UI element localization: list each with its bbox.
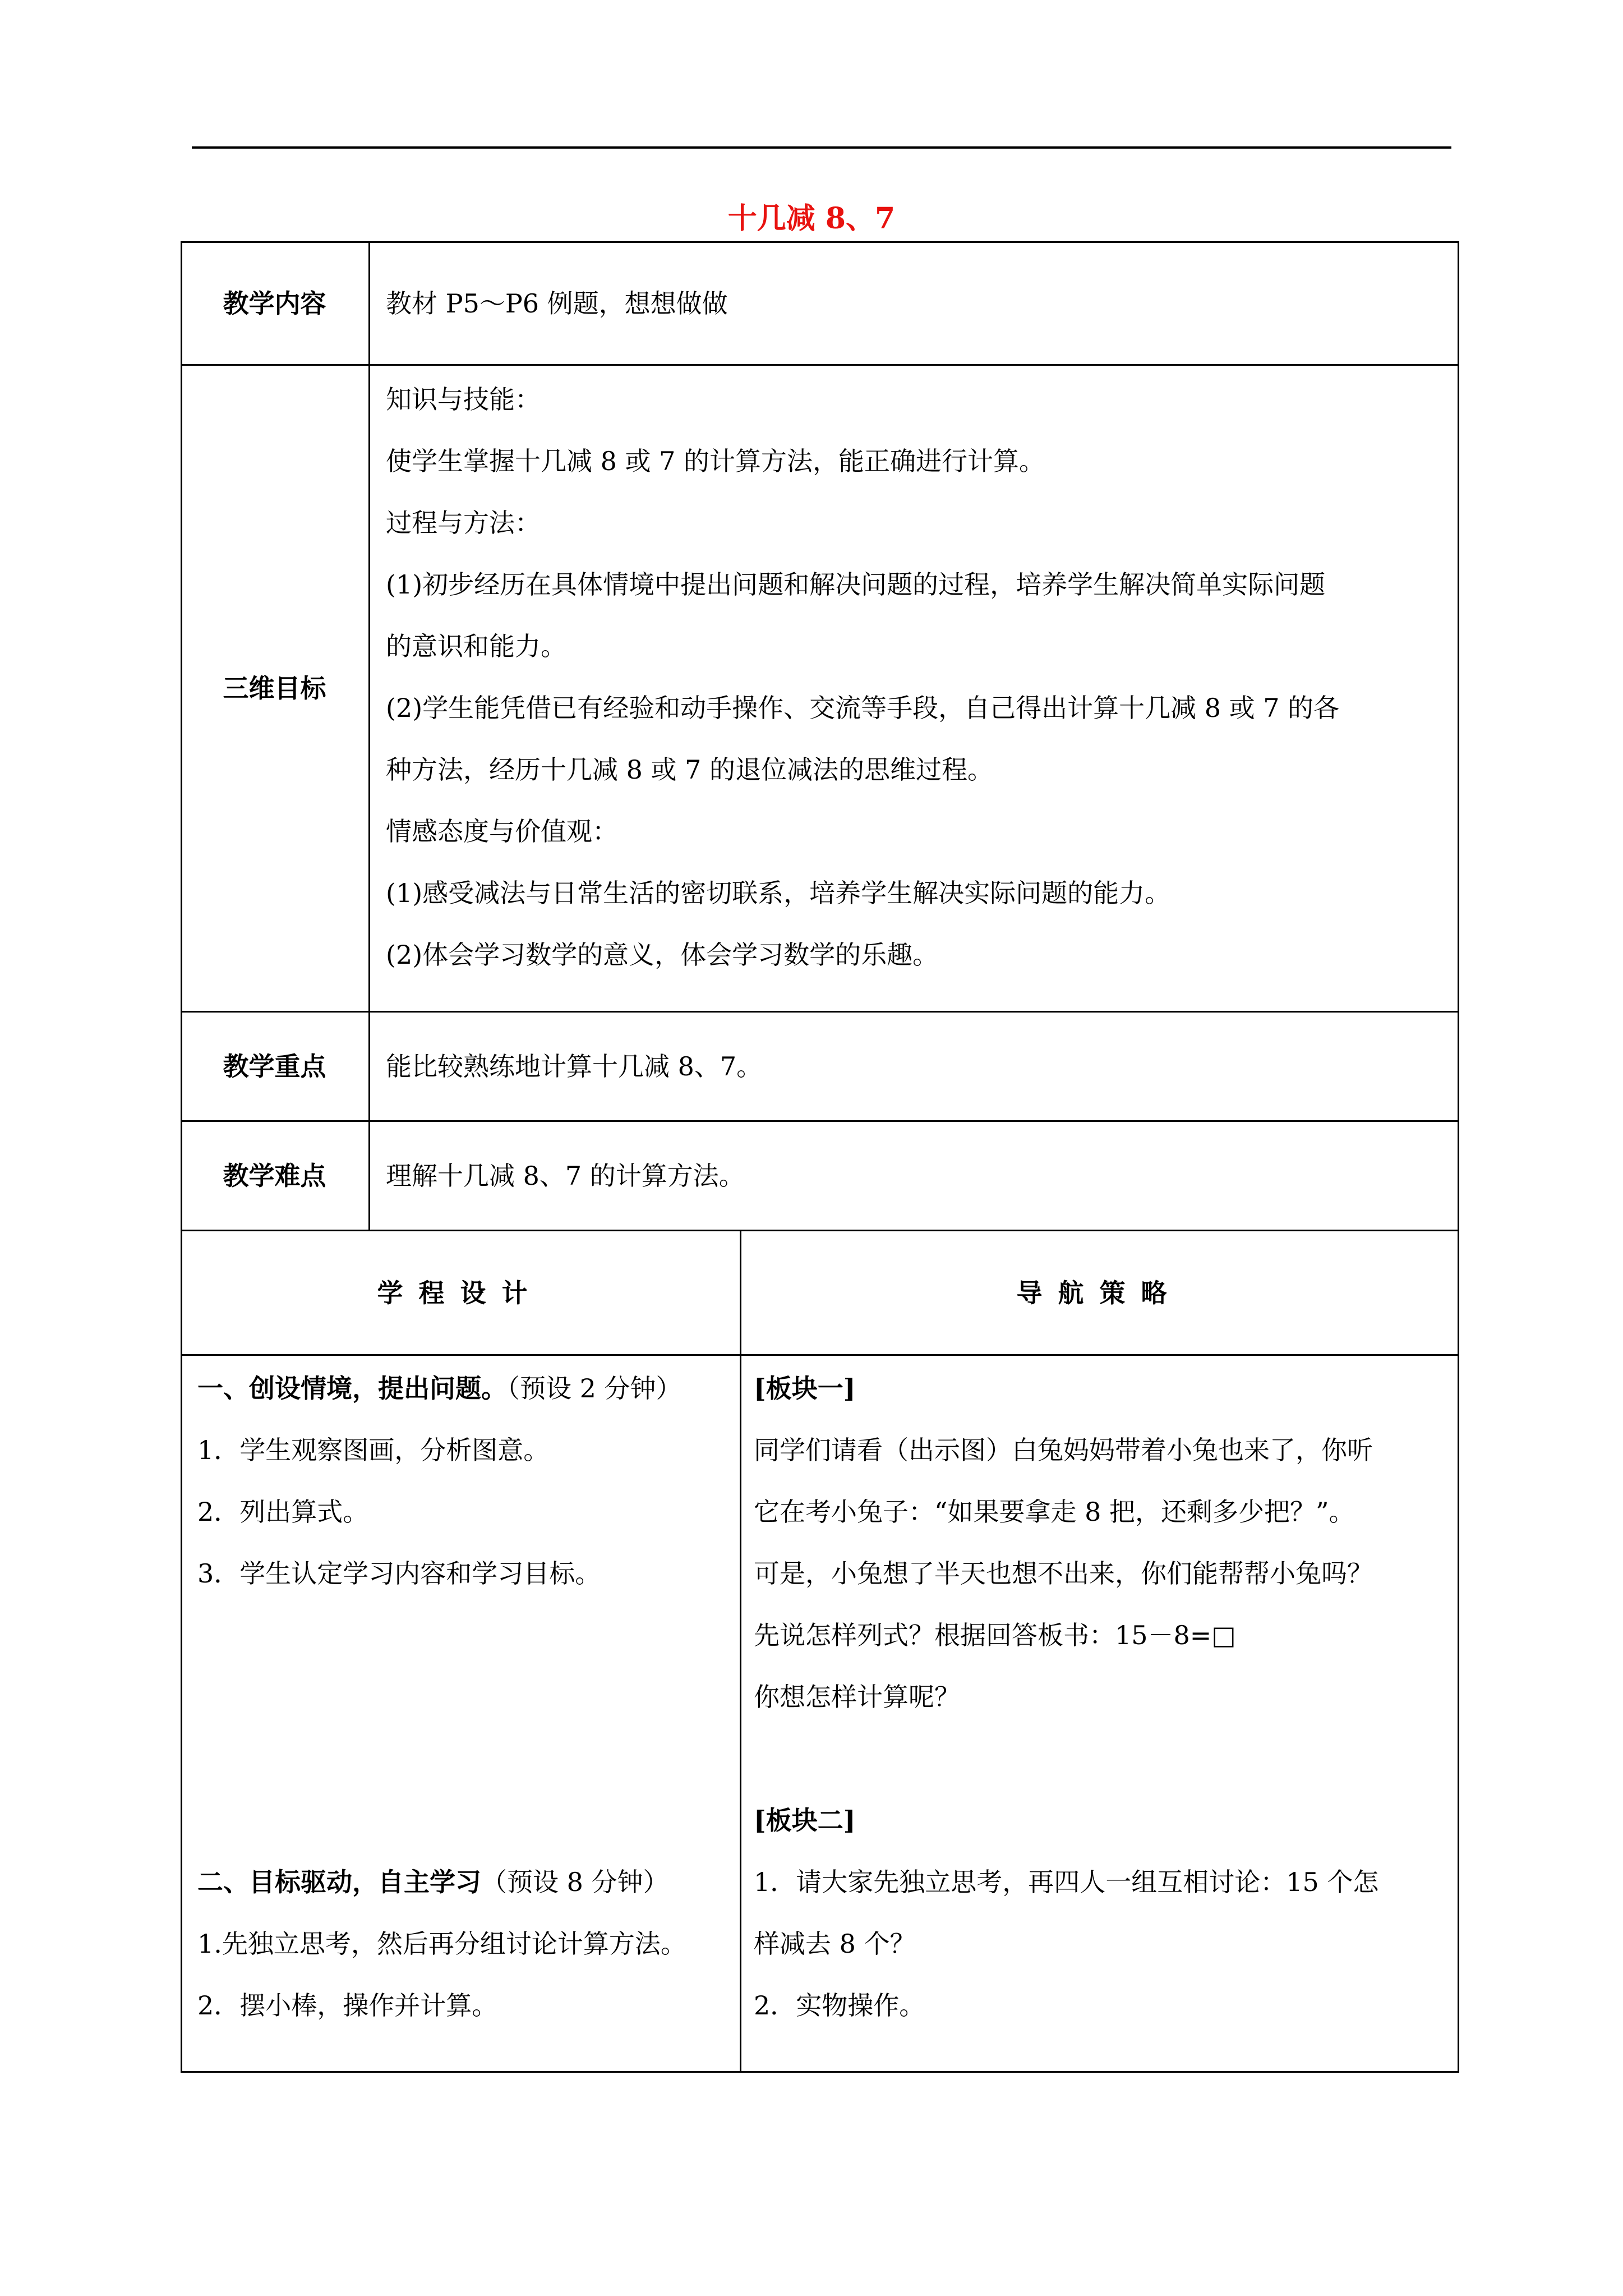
- goals-line: 的意识和能力。: [386, 631, 566, 661]
- goals-line: 种方法，经历十几减 8 或 7 的退位减法的思维过程。: [386, 754, 994, 785]
- section-1-time: （预设 2 分钟）: [507, 1373, 682, 1404]
- goals-line: 知识与技能：: [386, 384, 541, 415]
- learning-design-body: [197, 1358, 736, 2036]
- section-2-time: （预设 8 分钟）: [481, 1867, 669, 1897]
- goals-line: (2)体会学习数学的意义，体会学习数学的乐趣。: [386, 940, 939, 970]
- goals-line: 过程与方法：: [386, 508, 541, 538]
- difficulty-value: 理解十几减 8、7 的计算方法。: [386, 1161, 745, 1191]
- content-label: 教学内容: [223, 288, 326, 319]
- table-border-bottom: [181, 2071, 1459, 2073]
- row-divider: [181, 364, 1459, 366]
- key-point-value: 能比较熟练地计算十几减 8、7。: [386, 1051, 763, 1082]
- label-column-divider: [368, 241, 370, 1231]
- section-1-title: 一、创设情境，提出问题。: [197, 1373, 507, 1404]
- column-divider: [740, 1230, 741, 2072]
- table-border-right: [1458, 241, 1459, 2073]
- section-2-heading: [197, 1851, 736, 1913]
- content-value: 教材 P5～P6 例题，想想做做: [386, 288, 728, 319]
- key-point-label: 教学重点: [223, 1051, 326, 1082]
- learning-design-header: 学程设计: [377, 1277, 543, 1308]
- spacer: [197, 1604, 736, 1851]
- navigation-strategy-header: 导航策略: [1016, 1277, 1183, 1308]
- block-1-title: [板块一]: [754, 1373, 856, 1404]
- goals-line: (2)学生能凭借已有经验和动手操作、交流等手段，自己得出计算十几减 8 或 7 的各: [386, 693, 1340, 723]
- spacer: [754, 1728, 1455, 1789]
- header-rule: [192, 146, 1451, 149]
- block-2-line: 2．实物操作。: [754, 1990, 925, 2021]
- block-2-line: 样减去 8 个？: [754, 1929, 916, 1959]
- list-item: 2．列出算式。: [197, 1497, 369, 1527]
- navigation-strategy-body: [754, 1358, 1455, 2036]
- block-2-line: 1．请大家先独立思考，再四人一组互相讨论：15 个怎: [754, 1867, 1379, 1897]
- lesson-plan-table: [181, 241, 1459, 2073]
- goals-label: 三维目标: [223, 673, 326, 703]
- goals-line: 使学生掌握十几减 8 或 7 的计算方法，能正确进行计算。: [386, 446, 1045, 476]
- goals-line: 情感态度与价值观：: [386, 816, 618, 846]
- goals-text: [386, 369, 1451, 986]
- goals-line: (1)初步经历在具体情境中提出问题和解决问题的过程，培养学生解决简单实际问题: [386, 569, 1326, 600]
- block-1-line: 它在考小兔子：“如果要拿走 8 把，还剩多少把？”。: [754, 1497, 1355, 1527]
- block-1-line: 先说怎样列式？根据回答板书：15－8=□: [754, 1620, 1236, 1650]
- section-1-heading: [197, 1358, 736, 1419]
- block-1-line: 可是，小兔想了半天也想不出来，你们能帮帮小兔吗？: [754, 1558, 1373, 1589]
- page-title: 十几减 8、7: [727, 201, 896, 236]
- section-2-title: 二、目标驱动，自主学习: [197, 1867, 481, 1897]
- list-item: 1．学生观察图画，分析图意。: [197, 1435, 550, 1465]
- list-item: 1.先独立思考，然后再分组讨论计算方法。: [197, 1929, 686, 1959]
- row-divider: [181, 1354, 1459, 1356]
- list-item: 2．摆小棒，操作并计算。: [197, 1990, 498, 2021]
- block-2-title: [板块二]: [754, 1805, 856, 1835]
- block-1-line: 同学们请看（出示图）白兔妈妈带着小兔也来了，你听: [754, 1435, 1373, 1465]
- list-item: 3．学生认定学习内容和学习目标。: [197, 1558, 601, 1589]
- block-1-line: 你想怎样计算呢？: [754, 1682, 960, 1712]
- goals-line: (1)感受减法与日常生活的密切联系，培养学生解决实际问题的能力。: [386, 878, 1171, 908]
- difficulty-label: 教学难点: [223, 1161, 326, 1191]
